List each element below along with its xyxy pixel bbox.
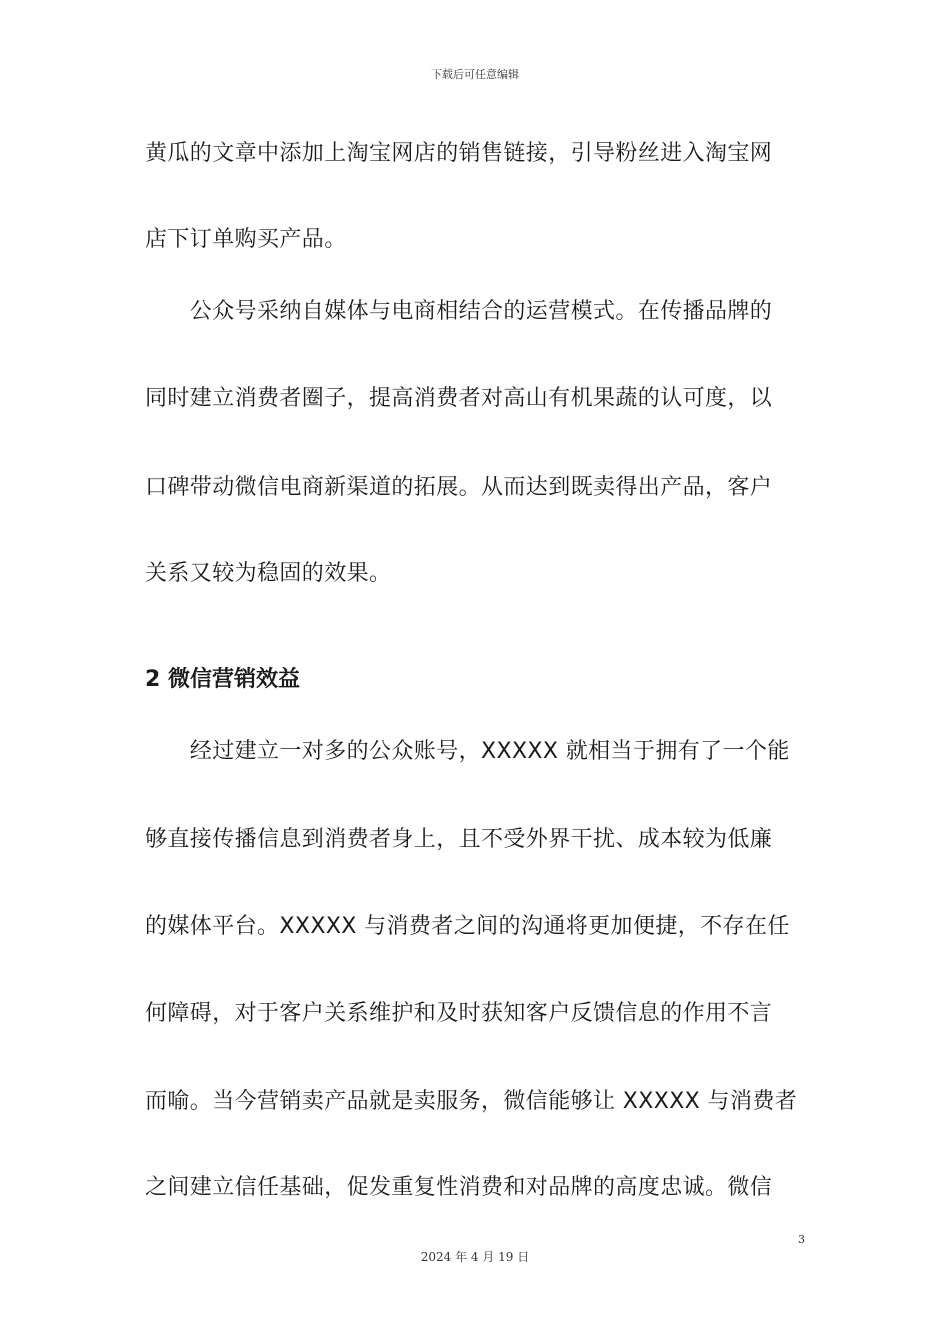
paragraph-line: 的媒体平台。XXXXX 与消费者之间的沟通将更加便捷，不存在任 bbox=[145, 914, 790, 939]
paragraph-line: 同时建立消费者圈子，提高消费者对高山有机果蔬的认可度，以 bbox=[145, 386, 773, 411]
paragraph-line: 口碑带动微信电商新渠道的拓展。从而达到既卖得出产品，客户 bbox=[145, 475, 773, 500]
page-header: 下载后可任意编辑 bbox=[431, 68, 519, 81]
paragraph-line: 公众号采纳自媒体与电商相结合的运营模式。在传播品牌的 bbox=[145, 299, 773, 324]
paragraph-line: 何障碍，对于客户关系维护和及时获知客户反馈信息的作用不言 bbox=[145, 1001, 773, 1026]
paragraph-line: 店下订单购买产品。 bbox=[145, 227, 347, 252]
paragraph-line: 黄瓜的文章中添加上淘宝网店的销售链接，引导粉丝进入淘宝网 bbox=[145, 141, 773, 166]
paragraph-line: 之间建立信任基础，促发重复性消费和对品牌的高度忠诚。微信 bbox=[145, 1175, 773, 1200]
paragraph-line: 够直接传播信息到消费者身上，且不受外界干扰、成本较为低廉 bbox=[145, 827, 773, 852]
section-heading: 2 微信营销效益 bbox=[145, 667, 300, 692]
page-number: 3 bbox=[798, 1233, 805, 1246]
paragraph-line: 而喻。当今营销卖产品就是卖服务，微信能够让 XXXXX 与消费者 bbox=[145, 1089, 798, 1114]
paragraph-line: 经过建立一对多的公众账号，XXXXX 就相当于拥有了一个能 bbox=[145, 739, 790, 764]
paragraph-line: 关系又较为稳固的效果。 bbox=[145, 561, 392, 586]
footer-date: 2024 年 4 月 19 日 bbox=[420, 1250, 530, 1264]
